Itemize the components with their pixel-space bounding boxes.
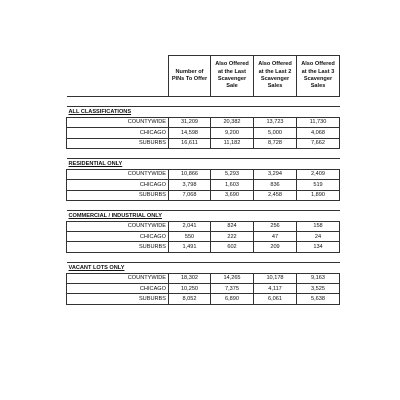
row-label: CHICAGO: [67, 284, 169, 294]
value-cell: 9,200: [211, 128, 254, 138]
row-label: CHICAGO: [67, 128, 169, 138]
value-cell: 10,178: [254, 273, 297, 283]
table-row: [67, 284, 340, 294]
table-row: [67, 294, 340, 304]
header-blank-cell: [67, 56, 169, 97]
row-label: COUNTYWIDE: [67, 273, 169, 283]
value-cell: 134: [297, 242, 340, 252]
value-cell: 8,728: [254, 138, 297, 148]
value-cell: 209: [254, 242, 297, 252]
value-cell: 2,041: [169, 221, 211, 231]
value-cell: 1,890: [297, 190, 340, 200]
column-header: Also Offered at the Last 3 Scavenger Sales: [297, 56, 340, 97]
value-cell: 5,293: [211, 169, 254, 179]
value-cell: 31,209: [169, 117, 211, 127]
value-cell: 10,866: [169, 169, 211, 179]
value-cell: 519: [297, 180, 340, 190]
section-spacer: [67, 97, 340, 107]
value-cell: 11,182: [211, 138, 254, 148]
value-cell: 4,068: [297, 128, 340, 138]
row-label: SUBURBS: [67, 138, 169, 148]
value-cell: 1,603: [211, 180, 254, 190]
table-row: [67, 232, 340, 242]
value-cell: 11,730: [297, 117, 340, 127]
table-body: [67, 97, 340, 305]
scavenger-sale-table: [66, 55, 340, 305]
value-cell: 5,638: [297, 294, 340, 304]
column-header: Also Offered at the Last 2 Scavenger Sales: [254, 56, 297, 97]
section-title: VACANT LOTS ONLY: [68, 264, 125, 271]
section-title: COMMERCIAL / INDUSTRIAL ONLY: [68, 212, 162, 219]
table-row: [67, 117, 340, 127]
value-cell: 24: [297, 232, 340, 242]
table-row: [67, 242, 340, 252]
table-row: [67, 169, 340, 179]
column-header: Also Offered at the Last Scavenger Sale: [211, 56, 254, 97]
header-row: [67, 56, 340, 97]
value-cell: 47: [254, 232, 297, 242]
value-cell: 9,163: [297, 273, 340, 283]
value-cell: 8,052: [169, 294, 211, 304]
value-cell: 550: [169, 232, 211, 242]
row-label: COUNTYWIDE: [67, 169, 169, 179]
spacer-cell: [67, 97, 340, 107]
value-cell: 16,611: [169, 138, 211, 148]
value-cell: 14,598: [169, 128, 211, 138]
table-row: [67, 221, 340, 231]
value-cell: 10,250: [169, 284, 211, 294]
section-title: RESIDENTIAL ONLY: [68, 160, 123, 167]
spacer-cell: [67, 148, 340, 158]
value-cell: 7,662: [297, 138, 340, 148]
value-cell: 602: [211, 242, 254, 252]
section-title-row: [67, 211, 340, 221]
row-label: SUBURBS: [67, 190, 169, 200]
spacer-cell: [67, 252, 340, 262]
row-label: CHICAGO: [67, 180, 169, 190]
value-cell: 6,890: [211, 294, 254, 304]
value-cell: 256: [254, 221, 297, 231]
value-cell: 158: [297, 221, 340, 231]
value-cell: 4,117: [254, 284, 297, 294]
value-cell: 20,382: [211, 117, 254, 127]
value-cell: 3,690: [211, 190, 254, 200]
spacer-cell: [67, 200, 340, 210]
value-cell: 2,409: [297, 169, 340, 179]
value-cell: 3,294: [254, 169, 297, 179]
value-cell: 7,375: [211, 284, 254, 294]
table-row: [67, 190, 340, 200]
value-cell: 1,491: [169, 242, 211, 252]
section-spacer: [67, 252, 340, 262]
row-label: COUNTYWIDE: [67, 117, 169, 127]
value-cell: 13,723: [254, 117, 297, 127]
column-header: Number of PINs To Offer: [169, 56, 211, 97]
value-cell: 3,798: [169, 180, 211, 190]
value-cell: 3,525: [297, 284, 340, 294]
section-spacer: [67, 200, 340, 210]
row-label: SUBURBS: [67, 242, 169, 252]
section-spacer: [67, 148, 340, 158]
section-title-row: [67, 263, 340, 273]
value-cell: 6,061: [254, 294, 297, 304]
value-cell: 824: [211, 221, 254, 231]
table-row: [67, 138, 340, 148]
section-title-row: [67, 107, 340, 117]
table-row: [67, 273, 340, 283]
table-row: [67, 180, 340, 190]
value-cell: 14,265: [211, 273, 254, 283]
row-label: SUBURBS: [67, 294, 169, 304]
value-cell: 836: [254, 180, 297, 190]
section-title: ALL CLASSIFICATIONS: [68, 108, 132, 115]
value-cell: 5,000: [254, 128, 297, 138]
value-cell: 7,068: [169, 190, 211, 200]
section-title-row: [67, 159, 340, 169]
row-label: CHICAGO: [67, 232, 169, 242]
table-row: [67, 128, 340, 138]
value-cell: 2,458: [254, 190, 297, 200]
value-cell: 18,302: [169, 273, 211, 283]
row-label: COUNTYWIDE: [67, 221, 169, 231]
value-cell: 222: [211, 232, 254, 242]
